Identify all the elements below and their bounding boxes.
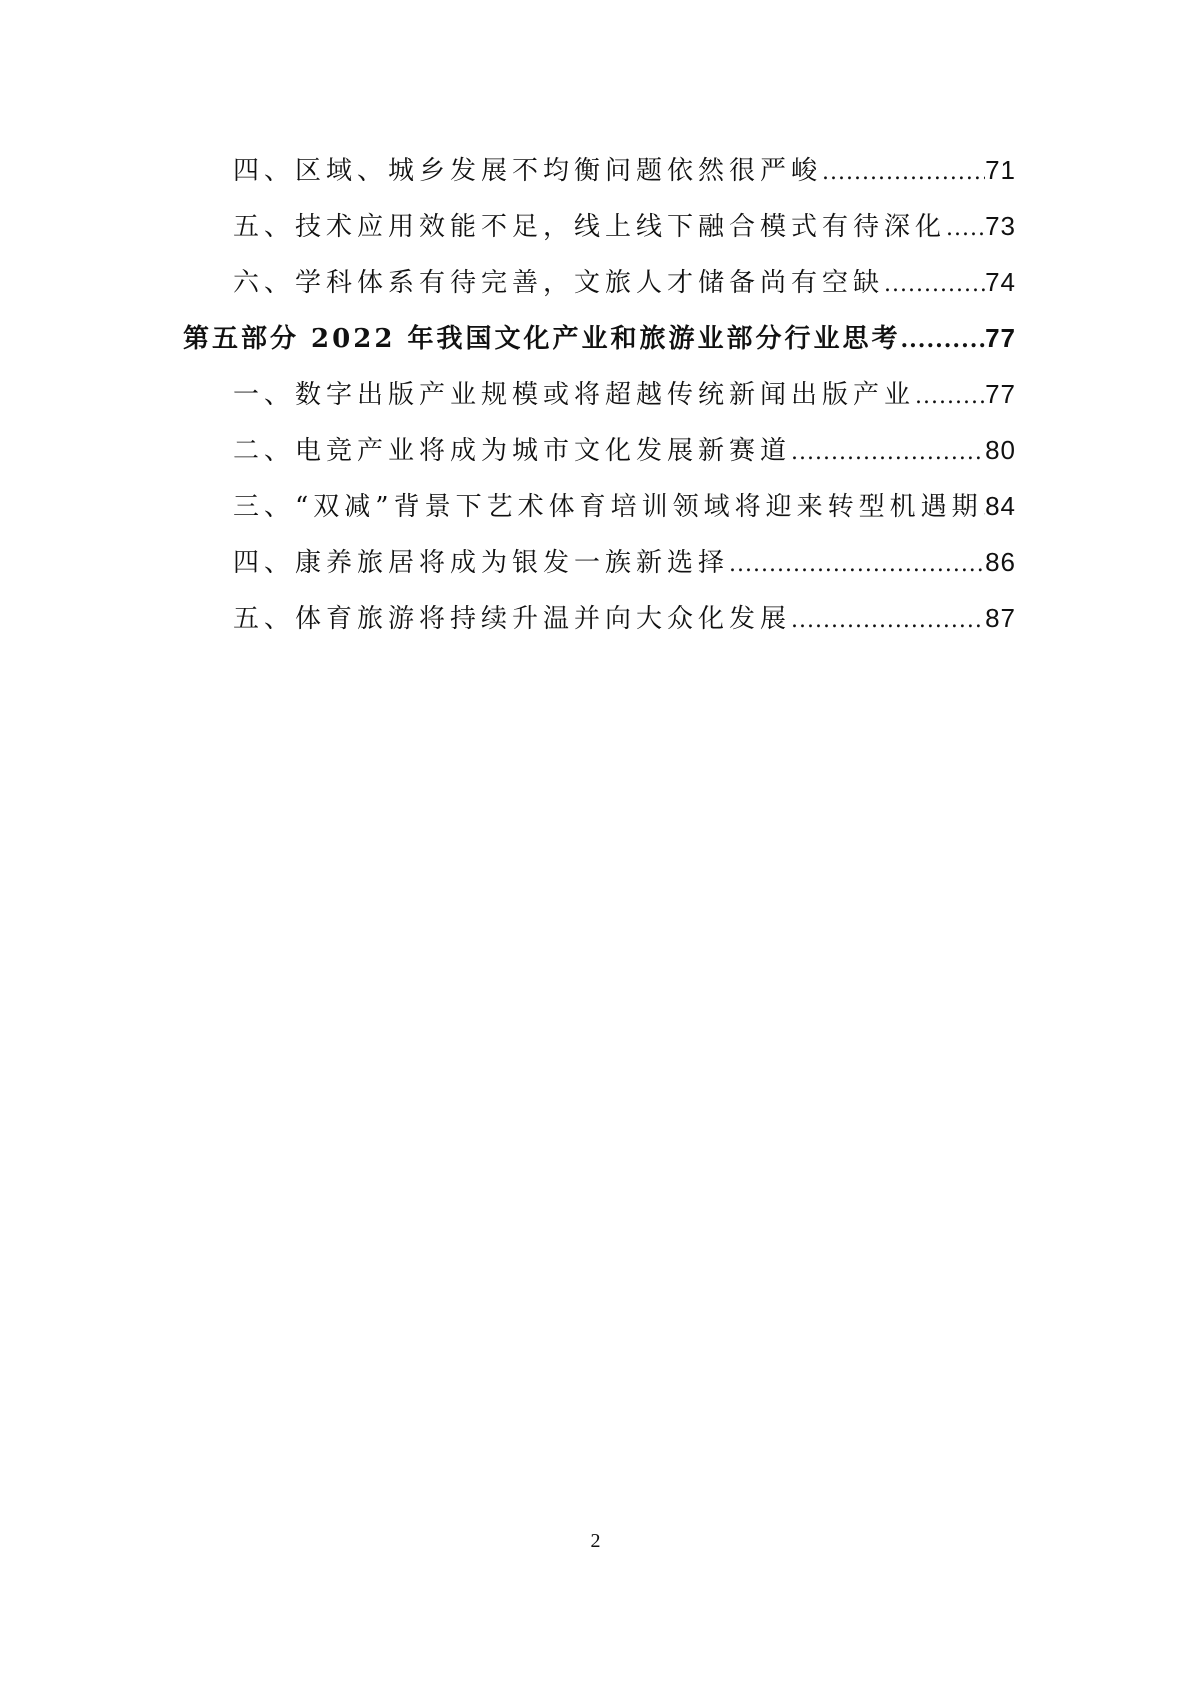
toc-entry[interactable] (183, 486, 1016, 542)
toc-entry-title: 四、区域、城乡发展不均衡问题依然很严峻 (233, 156, 823, 186)
toc-leader-dots (822, 160, 985, 185)
toc-entry-title: 二、电竞产业将成为城市文化发展新赛道 (233, 436, 792, 466)
toc-entry[interactable] (183, 374, 1016, 430)
toc-entry-page: 77 (985, 379, 1016, 409)
toc-entry-title: 五、技术应用效能不足，线上线下融合模式有待深化 (233, 212, 947, 242)
toc-leader-dots (884, 272, 985, 297)
toc-leader-dots (791, 608, 985, 633)
toc-entry-title: 一、数字出版产业规模或将超越传统新闻出版产业 (233, 380, 916, 410)
toc-entry-title: 四、康养旅居将成为银发一族新选择 (233, 548, 730, 578)
toc-leader-dots (915, 384, 985, 409)
toc-entry-title: 三、“双减”背景下艺术体育培训领域将迎来转型机遇期 (233, 492, 983, 522)
toc-entry-title: 六、学科体系有待完善，文旅人才储备尚有空缺 (233, 268, 885, 298)
toc-entry-title: 第五部分 2022 年我国文化产业和旅游业部分行业思考 (183, 324, 901, 354)
toc-entry[interactable] (183, 598, 1016, 654)
toc-entry-page: 84 (985, 491, 1016, 521)
toc-entry[interactable] (183, 262, 1016, 318)
toc-leader-dots (729, 552, 985, 577)
toc-entry-title: 五、体育旅游将持续升温并向大众化发展 (233, 604, 792, 634)
toc-entry[interactable] (183, 150, 1016, 206)
toc-part-heading[interactable] (183, 318, 1016, 374)
toc-leader-dots (791, 440, 985, 465)
toc-entry-page: 86 (985, 547, 1016, 577)
toc-entry-page: 87 (985, 603, 1016, 633)
toc-entry-page: 73 (985, 211, 1016, 241)
toc-entry[interactable] (183, 542, 1016, 598)
toc-leader-dots (900, 327, 985, 353)
toc-entry-page: 77 (985, 323, 1016, 353)
toc-entry-page: 71 (985, 155, 1016, 185)
toc-leader-dots (946, 216, 985, 241)
table-of-contents (183, 150, 1016, 654)
toc-entry-page: 74 (985, 267, 1016, 297)
page-number: 2 (590, 1530, 601, 1552)
toc-entry[interactable] (183, 206, 1016, 262)
toc-entry-page: 80 (985, 435, 1016, 465)
toc-entry[interactable] (183, 430, 1016, 486)
